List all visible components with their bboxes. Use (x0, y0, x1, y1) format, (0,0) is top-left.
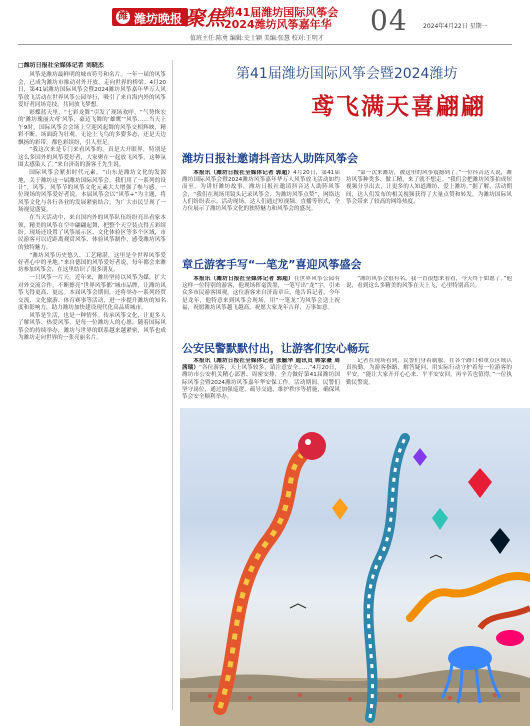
page-number: 04 (370, 4, 408, 37)
article-body-douyin-col2 (346, 170, 512, 248)
article-byline: 本报讯（潍坊日报社全媒体记者 郭超） (193, 276, 294, 282)
paragraph: “我这次来是专门来看风筝的，真是大开眼界，特别是这么多国外的风筝爱好者，大家聚在一起放飞风筝，这种氛围太感染人了。”来自济南的游客王先生说。 (18, 147, 166, 169)
article-byline: 本报讯（潍坊日报社全媒体记者 张毓华 通讯员 韩家豪 周茜瑞） (182, 358, 340, 372)
logo-text: 潍坊晚报 (134, 12, 183, 26)
article-byline: 本报讯（潍坊日报社全媒体记者 郭超） (193, 170, 294, 176)
left-byline: □潍坊日报社全媒体记者 刘晓杰 (18, 62, 104, 69)
staff-credits: 值班主任:陈勇 编辑:史士颖 美编:张慧 校对:王明才 (190, 35, 324, 42)
column-divider (172, 60, 173, 710)
kite-festival-photo[interactable] (180, 408, 530, 726)
paragraph: 在当天活动中，来自国内外的风筝队伍纷纷亮出看家本领，精美的风筝在空中翩翩起舞，把整个天空装点得五彩缤纷。现场还设置了风筝展示区、文化体验区等多个区域，市民游客可以近距离观赏风筝、体验风筝制作，感受潍坊风筝的独特魅力。 (18, 215, 166, 251)
paragraph: 彩蝶蓝天里，“七彩龙舞”引发了现场欢呼，“气势恢宏的‘潍坊瑰丽大鸢’风筝，豪迈飞舞的‘雄鹰’”风筝……当天上午9时，国际风筝会会场上空迎风起舞的风筝交相辉映，精彩不断，场面蔚为壮观。无论上飞鸟的多姿多态，还是天边飘扬的彩带，都色彩缤纷，引人驻足。 (18, 109, 166, 146)
paragraph: 国际风筝会紧扣时代元素，“山东是潍坊文化的发源地，关于潍坊这一届潍坊国际风筝会，我们用了一系列的设计”，风筝、风筝节的风筝文化元素大大增强了参与感。一位现场的风筝爱好者说。本届风筝会以“风筝+”为主题，将风筝文化与各行各业的发展紧密结合，为广大市民呈现了一场视觉盛宴。 (18, 170, 166, 214)
masthead (0, 0, 530, 42)
issue-date: 2024年4月22日 星期一 (423, 23, 488, 30)
paragraph: 风筝是潍坊最鲜明的城市符号和名片。一年一届的风筝会，已成为潍坊市推动对外开放、走向世界的桥梁。4月20日，第41届潍坊国际风筝会暨2024潍坊风筝嘉年华万人风筝放飞活动在世界风筝公园举行，吸引了来自海内外的风筝爱好者同场竞技，共同放飞梦想。 (18, 72, 166, 109)
header-divider (18, 44, 512, 45)
article-body-police-col2 (346, 358, 512, 406)
article-body-calligraphy-col1 (182, 276, 340, 334)
section-script-title: 聚焦 (185, 6, 225, 30)
paragraph: 一只风筝一片天。近年来，潍坊坚持以风筝为媒，扩大对外交流合作，不断擦亮“世界风筝都”城市品牌，让潍坊风筝飞得更高、更远。本届风筝会期间，还将举办一系列经贸交流、文化旅游、体育赛事等活动，进一步提升潍坊的知名度和影响力，助力潍坊加快建设现代化高品质城市。 (18, 275, 166, 311)
article-body-calligraphy-col2 (346, 276, 512, 334)
logo-icon: 潍 (118, 11, 128, 22)
paragraph: 在世界风筝公园有这样一位特别的游客，他现场挥毫泼墨，一笔写出“龙”字，引来众多市民游客围观。这位游客来自济南章丘，他告诉记者，今年是龙年，他特意来到风筝会现场，用“一笔龙”为风筝会送上祝福，祝愿潍坊风筝越飞越高，祝愿大家龙年吉祥、万事如意。 (182, 276, 340, 311)
headline-title: 鸢飞满天喜翩翩 (311, 93, 486, 120)
article-title-calligraphy[interactable]: 章丘游客手写“一笔龙”喜迎风筝盛会 (182, 258, 362, 271)
banner-line-2: 2024潍坊风筝嘉年华 (224, 18, 332, 31)
article-title-police[interactable]: 公安民警默默付出，让游客们安心畅玩 (182, 342, 369, 355)
kite-photo-illustration (180, 408, 530, 726)
article-body-douyin-col1 (182, 170, 340, 248)
headline-subtitle: 第41届潍坊国际风筝会暨2024潍坊 (236, 66, 458, 82)
paragraph: “潍坊风筝历史悠久、工艺精湛，这里是全世界风筝爱好者心中的圣地。”来自德国的风筝爱好者说，每年都会来潍坊参加风筝会，在这里结识了很多朋友。 (18, 252, 166, 274)
paragraph: “第一次来潍坊，被这里的风筝震撼到了。”一位抖音达人说，潍坊风筝种类多、做工精，来了就不想走。“我们会把潍坊风筝拍成短视频分享出去，让更多的人知道潍坊、爱上潍坊。”据了解，活动期间，达人们发布的相关视频获得了大量点赞和转发，为潍坊国际风筝会带来了较高的网络热度。 (346, 170, 512, 205)
newspaper-logo[interactable] (112, 8, 188, 26)
article-body-police-col1 (182, 358, 340, 406)
banner-line-1: 第41届潍坊国际风筝会 (224, 6, 339, 19)
left-column-article (18, 62, 166, 712)
paragraph: 风筝是生活，也是一种情怀。传承风筝文化，让更多人了解风筝、热爱风筝，是每一位潍坊人的心愿。随着国际风筝会的持续举办，潍坊与世界的联系越来越紧密，风筝也成为潍坊走向世界的一张亮丽名片。 (18, 312, 166, 342)
paragraph: 4月20日，第41届潍坊国际风筝会暨2024潍坊风筝嘉年华万人风筝放飞活动如约而至。为讲好潍坊故事，潍坊日报社邀请抖音达人助阵风筝会，“我们在现场用镜头记录风筝会，为潍坊风筝点赞”，网络达人们纷纷表示。活动现场，达人们通过短视频、直播等形式，全方位展示了潍坊风筝文化的独特魅力和风筝会的盛况。 (182, 170, 340, 213)
paragraph: “各位游客，天上风筝较多，请注意安全……”4月20日，潍坊市公安机关精心部署、周密安排，全力做好第41届潍坊国际风筝会暨2024潍坊风筝嘉年华安保工作。活动期间，民警们坚守岗位，通过加强巡逻、疏导交通、维护秩序等措施，确保风筝会安全顺利举办。 (182, 365, 340, 401)
article-title-douyin[interactable]: 潍坊日报社邀请抖音达人助阵风筝会 (182, 152, 358, 165)
paragraph: 记者在现场看到，民警们身着制服，在各个路口和重点区域认真执勤，为游客指路、解答疑问，用实际行动守护着每一位游客的平安。“能让大家开开心心来、平平安安回，再辛苦也值得。”一位执勤民警说。 (346, 358, 512, 386)
paragraph: “潍坊风筝会很有名，我一直很想来看看，今天终于如愿了。”他说，看到这么多精美的风筝在天上飞，心里特别高兴。 (346, 276, 512, 290)
